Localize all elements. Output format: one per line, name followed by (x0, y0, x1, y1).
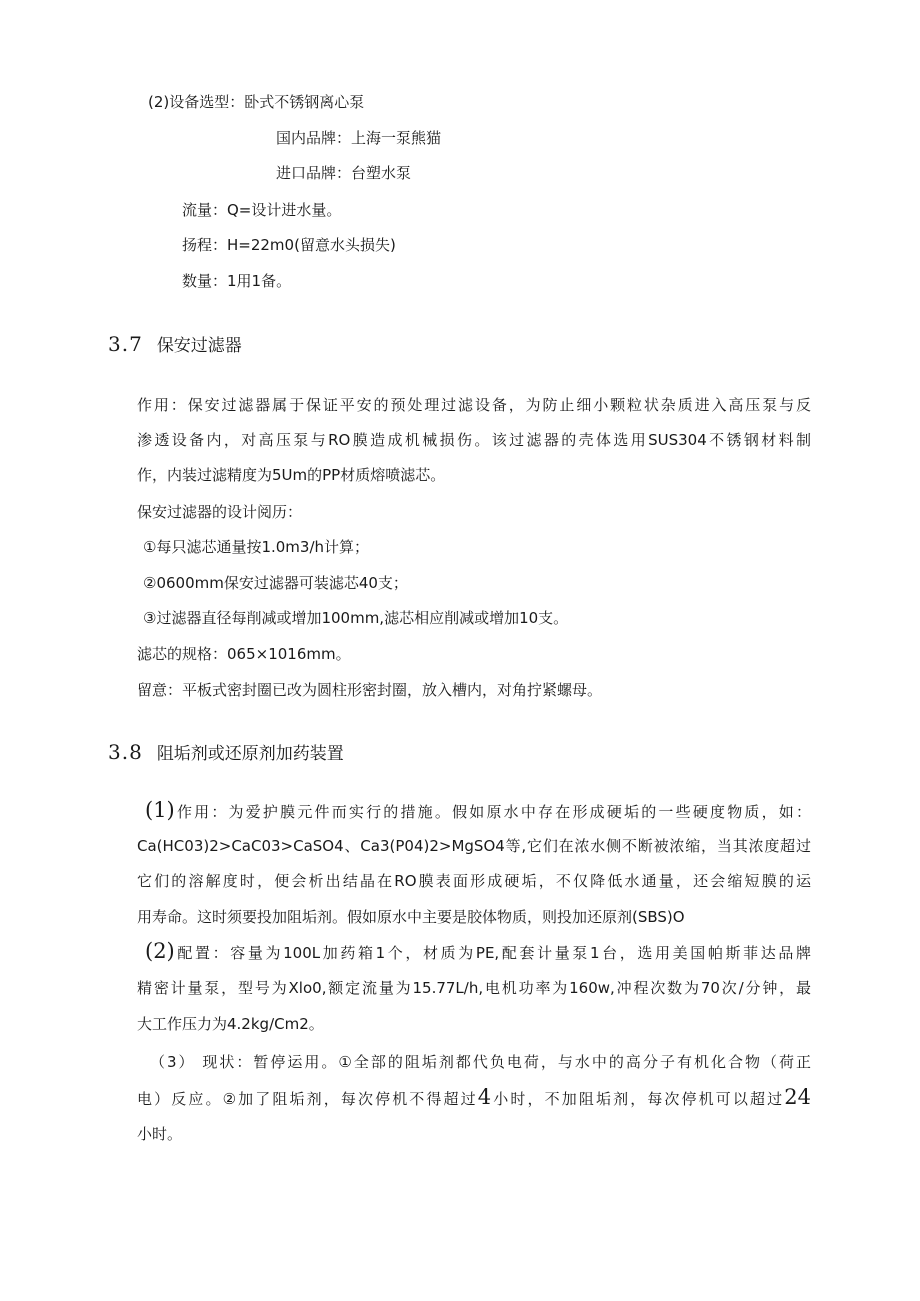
dosing-config-line-3: 大工作压力为4.2kg∕Cm2。 (137, 1015, 324, 1033)
dosing-config-text-1: 配置：容量为100L加药箱1个，材质为PE,配套计量泵1台，选用美国帕斯菲达品牌 (174, 944, 811, 962)
dosing-purpose-line-1 (145, 800, 811, 822)
dosing-status-marker: （3） (150, 1053, 196, 1071)
dosing-status-hours-1: 4 (477, 1085, 492, 1109)
dosing-status-text-2b: 小时，不加阻垢剂，每次停机可以超过 (491, 1090, 785, 1108)
dosing-status-text-2a: 电）反应。②加了阻垢剂，每次停机不得超过 (137, 1090, 478, 1108)
dosing-purpose-line-4: 用寿命。这时须要投加阻垢剂。假如原水中主要是胶体物质，则投加还原剂(SBS)O (137, 908, 685, 926)
pump-imported-brand: 进口品牌：台塑水泵 (276, 164, 412, 182)
filter-design-item-2: ②0600mm保安过滤器可装滤芯40支； (143, 574, 408, 592)
filter-note: 留意：平板式密封圈已改为圆柱形密封圈，放入槽内，对角拧紧螺母。 (137, 681, 603, 699)
section-3-8-number: 3.8 (108, 740, 143, 764)
dosing-status-line-2 (137, 1087, 811, 1109)
section-3-7-title: 保安过滤器 (156, 336, 242, 356)
section-3-7-heading (108, 333, 242, 357)
dosing-purpose-line-2: Ca(HC03)2>CaC03>CaSO4、Ca3(P04)2>MgSO4等,它们在浓水侧不断被浓缩，当其浓度超过 (137, 837, 811, 855)
dosing-status-text-1: 现状：暂停运用。①全部的阻垢剂都代负电荷，与水中的高分子有机化合物（荷正 (202, 1053, 811, 1071)
filter-cartridge-spec: 滤芯的规格：065×1016mm。 (137, 645, 351, 663)
pump-quantity: 数量：1用1备。 (182, 272, 292, 290)
pump-head: 扬程：H=22m0(留意水头损失) (182, 236, 396, 254)
section-3-8-heading (108, 741, 344, 765)
dosing-config-line-2: 精密计量泵，型号为Xlo0,额定流量为15.77L∕h,电机功率为160w,冲程次数为70次/分钟，最 (137, 979, 811, 997)
filter-design-item-3: ③过滤器直径每削减或增加100mm,滤芯相应削减或增加10支。 (143, 609, 569, 627)
section-3-7-number: 3.7 (108, 332, 143, 356)
dosing-status-line-1 (150, 1052, 811, 1072)
filter-design-intro: 保安过滤器的设计阅历： (137, 503, 303, 521)
pump-selection: (2)设备选型：卧式不锈钢离心泵 (148, 93, 365, 111)
filter-design-item-1: ①每只滤芯通量按1.0m3∕h计算； (143, 538, 370, 556)
filter-purpose-line-3: 作，内装过滤精度为5Um的PP材质熔喷滤芯。 (137, 466, 446, 484)
dosing-config-marker: (2) (145, 939, 175, 963)
pump-flow: 流量：Q=设计进水量。 (182, 201, 342, 219)
dosing-status-hours-2: 24 (784, 1085, 811, 1109)
pump-domestic-brand: 国内品牌：上海一泵熊猫 (276, 129, 442, 147)
dosing-purpose-marker: (1) (145, 798, 175, 822)
dosing-status-line-3: 小时。 (137, 1125, 183, 1143)
filter-purpose-line-1: 作用：保安过滤器属于保证平安的预处理过滤设备，为防止细小颗粒状杂质进入高压泵与反 (137, 396, 811, 414)
dosing-purpose-text-1: 作用：为爱护膜元件而实行的措施。假如原水中存在形成硬垢的一些硬度物质，如： (174, 803, 811, 821)
dosing-purpose-line-3: 它们的溶解度时，便会析出结晶在RO膜表面形成硬垢，不仅降低水通量，还会缩短膜的运 (137, 872, 811, 890)
section-3-8-title: 阻垢剂或还原剂加药装置 (156, 744, 344, 764)
dosing-config-line-1 (145, 941, 811, 963)
filter-purpose-line-2: 渗透设备内，对高压泵与RO膜造成机械损伤。该过滤器的壳体选用SUS304不锈钢材料制 (137, 431, 811, 449)
